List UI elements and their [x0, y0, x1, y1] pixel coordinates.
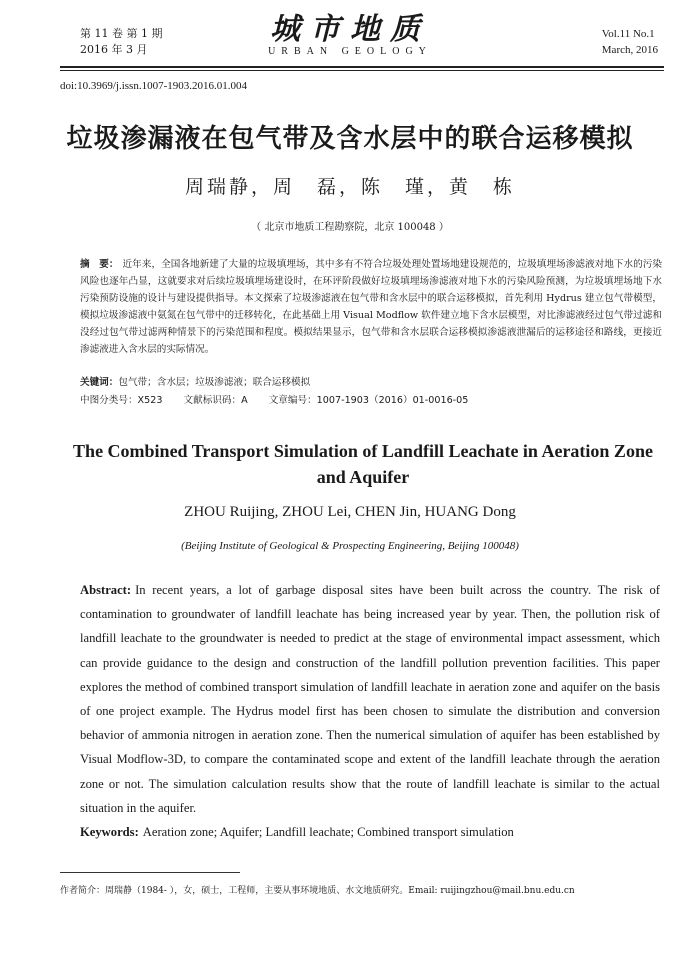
abstract-en-text: In recent years, a lot of garbage disposal sites have been built across the country. The risk of contamination to groundwater of landfill leachate has being increased year by year. Then, the pollution risk of landfill leachate to the groundwater is needed to predict at the stage of environmental impact assessment, which can provide guidance to the design and construction of the landfill pollution prevention facilities. This paper explores the method of combined transport simulation of landfill leachate in aeration zone and aquifer on the basis of one project example. The Hydrus model first has been chosen to simulate the distribution and conversion behavior of ammonia nitrogen in aeration zone. Then the numerical simulation of aquifer has been established by Visual Modflow-3D, to compare the contaminated scope and extent of the landfill leachate through the aeration zone or not. The simulation calculation results show that the route of landfill leachate is similar to the actual situation in the aquifer.	[80, 583, 660, 815]
affiliation-cn: （ 北京市地质工程勘察院，北京 100048 ）	[251, 222, 449, 233]
footnote-rule	[60, 872, 240, 873]
abstract-cn-text: 近年来，全国各地新建了大量的垃圾填埋场，其中多有不符合垃圾处理处置场地建设规范的，垃圾填埋场渗滤液对地下水的污染风险也逐年凸显，这就要求对后续垃圾填埋场建设时，在环评阶段做好垃圾填埋场渗滤液对地下水的污染风险预测，为垃圾填埋场地下水污染预防设施的设计与建设提供指导。本文探索了垃圾渗滤液在包气带和含水层中的联合运移模拟，首先利用 Hydrus 建立包气带模型，模拟垃圾渗滤液中氨氮在包气带中的迁移转化，在此基础上用 Visual Modflow 软件建立地下含水层模型，对比渗滤液经过包气带过滤和没经过包气带过滤两种情景下的污染范围和程度。模拟结果显示，包气带和含水层联合运移模拟渗滤液泄漏后的运移途径和路线，更接近渗滤液进入含水层的实际情况。	[80, 259, 663, 355]
keywords-en-text: Aeration zone; Aquifer; Landfill leachate; Combined transport simulation	[142, 825, 514, 839]
header-rule-thin	[60, 70, 664, 71]
abstract-en-label: Abstract:	[80, 583, 132, 597]
journal-logo-cn: 城市地质	[270, 12, 430, 47]
abstract-en	[80, 578, 660, 820]
title-en: The Combined Transport Simulation of Landfill Leachate in Aeration Zone and Aquifer	[73, 441, 653, 487]
keywords-cn	[80, 374, 662, 391]
date-cn: 2016 年 3 月	[80, 43, 148, 56]
author-footnote: 作者简介：周瑞静（1984- ），女，硕士，工程师，主要从事环境地质、水文地质研究。Email: ruijingzhou@mail.bnu.edu.cn	[60, 886, 575, 896]
article-number: 文章编号：1007-1903（2016）01-0016-05	[268, 395, 469, 406]
keywords-cn-label: 关键词：	[80, 377, 119, 388]
affiliation-en: (Beijing Institute of Geological & Prospecting Engineering, Beijing 100048)	[181, 540, 519, 552]
journal-logo	[0, 14, 700, 57]
abstract-cn	[80, 256, 662, 358]
abstract-cn-label: 摘 要：	[80, 259, 119, 270]
clc-number: 中图分类号：X523	[80, 395, 163, 406]
volume-issue-cn: 第 11 卷 第 1 期	[80, 27, 163, 40]
authors-cn: 周瑞静，周 磊，陈 瑾，黄 栋	[184, 176, 515, 198]
volume-issue-en: Vol.11 No.1	[601, 28, 655, 40]
date-en: March, 2016	[601, 44, 658, 56]
keywords-cn-text: 包气带；含水层；垃圾渗滤液；联合运移模拟	[118, 377, 311, 388]
journal-name-en: URBAN GEOLOGY	[268, 46, 432, 57]
header-right	[602, 26, 658, 58]
classification-cn	[80, 392, 662, 409]
keywords-en	[80, 822, 660, 842]
keywords-en-label: Keywords:	[80, 825, 139, 839]
authors-en: ZHOU Ruijing, ZHOU Lei, CHEN Jin, HUANG Dong	[184, 504, 516, 520]
document-code: 文献标识码：A	[183, 395, 248, 406]
doi[interactable]: doi:10.3969/j.issn.1007-1903.2016.01.004	[60, 80, 248, 92]
title-cn: 垃圾渗漏液在包气带及含水层中的联合运移模拟	[66, 124, 634, 154]
header-rule-thick	[60, 66, 664, 68]
